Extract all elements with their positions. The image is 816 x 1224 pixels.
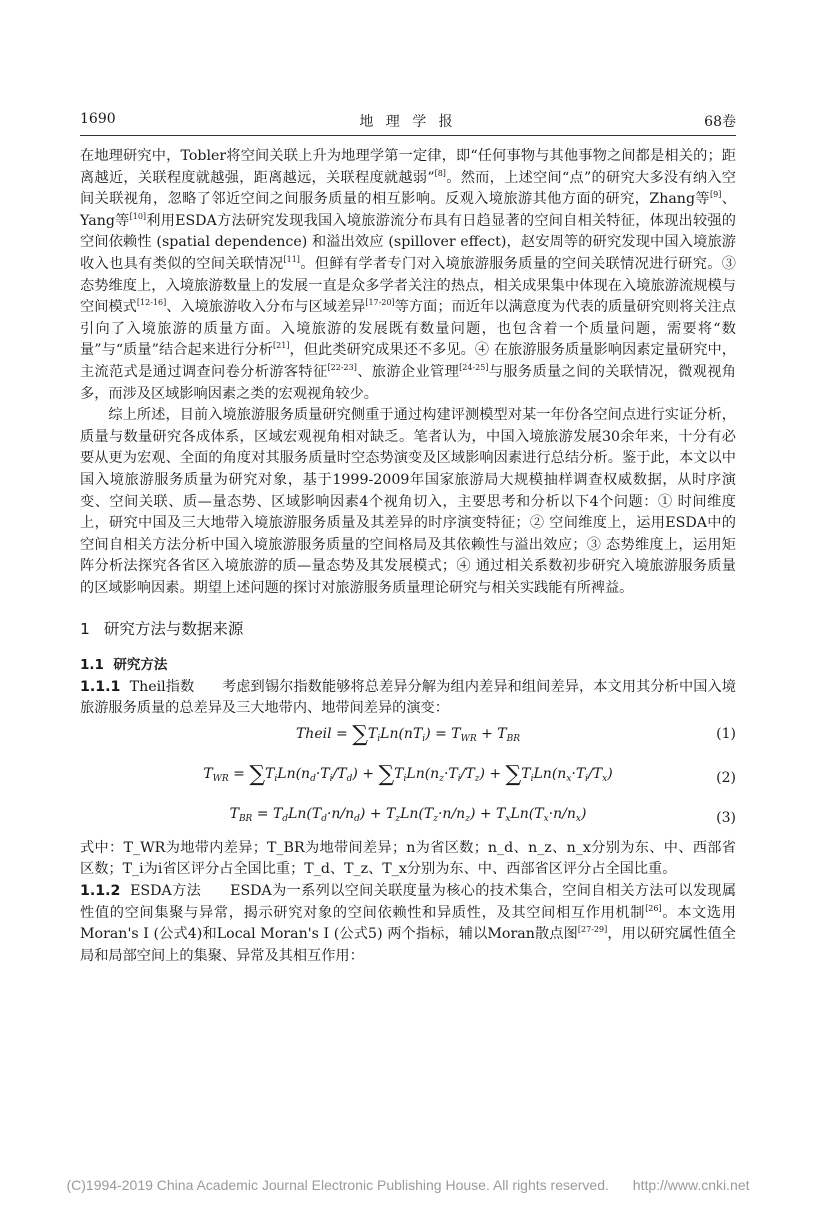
paragraph-2: 综上所述，目前入境旅游服务质量研究侧重于通过构建评测模型对某一年份各空间点进行实证分析，质量与数量研究各成体系，区域宏观视角相对缺乏。笔者认为，中国入境旅游发展30余年来，十分有必要从更为宏观、全面的角度对其服务质量时空态势演变及区域影响因素进行总结分析。鉴于此，本文以中国入境旅游服务质量为研究对象，基于1999-2009年国家旅游局大规模抽样调查权威数据，从时序演变、空间关联、质—量态势、区域影响因素4个视角切入，主要思考和分析以下4个问题：① 时间维度上，研究中国及三大地带入境旅游服务质量及其差异的时序演变特征；② 空间维度上，运用ESDA中的空间自相关方法分析中国入境旅游服务质量的空间格局及其依赖性与溢出效应；③ 态势维度上，运用矩阵分析法探究各省区入境旅游的质—量态势及其发展模式；④ 通过相关系数初步研究入境旅游服务质量的区域影响因素。期望上述问题的探讨对旅游服务质量理论研究与相关实践能有所裨益。	[80, 407, 736, 596]
citation[interactable]: [24-25]	[459, 362, 489, 372]
volume-label: 68卷	[704, 114, 736, 130]
section-heading-1-1: 1.1 研究方法	[80, 657, 168, 674]
citation[interactable]: [9]	[710, 190, 722, 200]
article-body	[80, 146, 736, 967]
page-header	[80, 111, 736, 136]
copyright-text: (C)1994-2019 China Academic Journal Electronic Publishing House. All rights reserved.	[66, 1177, 609, 1193]
journal-title: 地 理 学 报	[359, 114, 457, 130]
citation[interactable]: [22-23]	[327, 362, 357, 372]
citation[interactable]: [21]	[273, 341, 290, 351]
page-footer	[0, 1177, 816, 1193]
equation-1: Theil = $\sum T_iLn(nT_i) = T_{WR} + T_{BR}$ (1)	[295, 721, 736, 747]
citation[interactable]: [27-29]	[577, 925, 608, 935]
equation-3: $T_{BR} = T_dLn(T_d\cdot n/n_d) + T_zLn(T_z\cdot n/n_z) + T_xLn(T_x\cdot n/n_x)$ (3)	[229, 805, 736, 826]
citation[interactable]: [17-20]	[365, 298, 395, 308]
equation-2: $T_{WR} = \sum T_iLn(n_d\cdot T_i/T_d) + \sum T_iLn(n_z\cdot T_i/T_z) + \sum T_iLn(n_x\cdot T_i/T_x)$ (2)	[203, 761, 736, 787]
page-number: 1690	[80, 111, 116, 127]
paragraph-esda: 1.1.2 ESDA方法 ESDA为一系列以空间关联度量为核心的技术集合，空间自相关方法可以发现属性值的空间集聚与异常，揭示研究对象的空间依赖性和异质性，及其空间相互作用机制[26]。本文选用Moran's I (公式4)和Local Moran's I (公式5) 两个指标，辅以Moran散点图[27-29]，用以研究属性值全局和局部空间上的集聚、异常及其相互作用：	[80, 883, 737, 964]
citation[interactable]: [8]	[434, 168, 446, 178]
citation[interactable]: [12-16]	[136, 298, 167, 308]
citation[interactable]: [10]	[129, 211, 147, 221]
equation-legend: 式中：T_WR为地带内差异；T_BR为地带间差异；n为省区数；n_d、n_z、n_x分别为东、中、西部省区数；T_i为i省区评分占全国比重；T_d、T_z、T_x分别为东、中、西部省区评分占全国比重。	[80, 839, 736, 878]
paragraph-1: 在地理研究中，Tobler将空间关联上升为地理学第一定律，即“任何事物与其他事物之间都是相关的；距离越近，关联程度就越强，距离越远，关联程度就越弱”[8]。然而，上述空间“点”的研究大多没有纳入空间关联视角，忽略了邻近空间之间服务质量的相互影响。反观入境旅游其他方面的研究，Zhang等[9]、Yang等[10]利用ESDA方法研究发现我国入境旅游流分布具有日趋显著的空间自相关特征，体现出较强的空间依赖性 (spatial dependence) 和溢出效应 (spillover effect)，赵安周等的研究发现中国入境旅游收入也具有类似的空间关联情况[11]。但鲜有学者专门对入境旅游服务质量的空间关联情况进行研究。③ 态势维度上，入境旅游数量上的发展一直是众多学者关注的热点，相关成果集中体现在入境旅游流规模与空间模式[12-16]、入境旅游收入分布与区域差异[17-20]等方面；而近年以满意度为代表的质量研究则将关注点引向了入境旅游的质量方面。入境旅游的发展既有数量问题，也包含着一个质量问题，需要将“数量”与“质量”结合起来进行分析[21]，但此类研究成果还不多见。④ 在旅游服务质量影响因素定量研究中，主流范式是通过调查问卷分析游客特征[22-23]、旅游企业管理[24-25]与服务质量之间的关联情况，微观视角多，而涉及区域影响因素之类的宏观视角较少。	[80, 148, 736, 402]
citation[interactable]: [11]	[283, 254, 300, 264]
cnki-link[interactable]: http://www.cnki.net	[632, 1177, 750, 1193]
section-heading-1: 1 研究方法与数据来源	[80, 620, 244, 639]
citation[interactable]: [26]	[645, 903, 662, 913]
paragraph-theil: 1.1.1 Theil指数 考虑到锡尔指数能够将总差异分解为组内差异和组间差异，本文用其分析中国入境旅游服务质量的总差异及三大地带内、地带间差异的演变：	[80, 678, 736, 717]
